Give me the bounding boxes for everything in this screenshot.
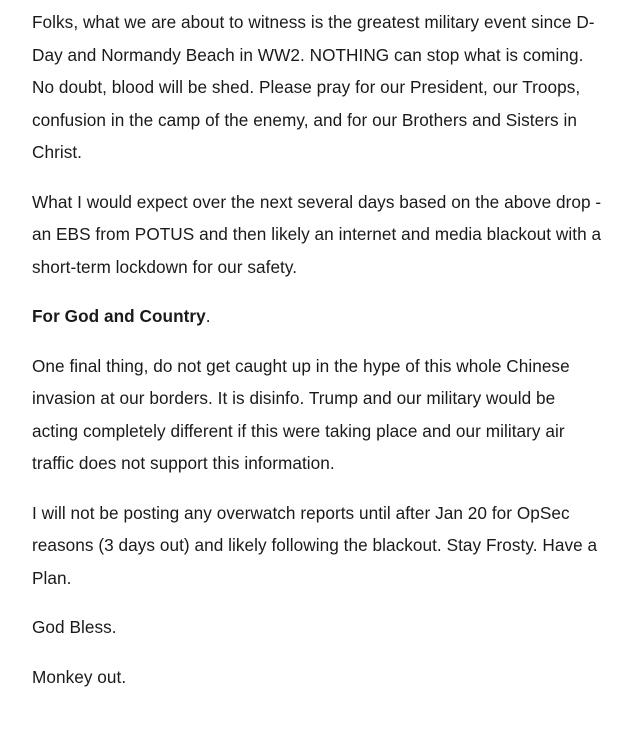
paragraph-signoff: Monkey out.: [32, 666, 127, 687]
bold-text: For God and Country: [32, 306, 206, 326]
paragraph-overwatch: I will not be posting any overwatch reports until after Jan 20 for OpSec reasons (3 days out) and likely following the blackout. Stay Frosty. Have a Plan.: [32, 502, 598, 588]
paragraph-witness: Folks, what we are about to witness is the greatest military event since D-Day and Normandy Beach in WW2. NOTHING can stop what is coming. No doubt, blood will be shed. Please pray for our President, our Troops, confusion in the camp of the enemy, and for our Brothers and Sisters in Christ.: [32, 12, 595, 162]
paragraph-final-thing: One final thing, do not get caught up in the hype of this whole Chinese invasion at our borders. It is disinfo. Trump and our military would be acting completely different if this were taking place and our military air traffic does not support this information.: [32, 355, 570, 473]
document-body: [32, 6, 602, 710]
paragraph-god-bless: God Bless.: [32, 617, 117, 637]
paragraph-expectation: What I would expect over the next several days based on the above drop - an EBS from POTUS and then likely an internet and media blackout with a short-term lockdown for our safety.: [32, 191, 602, 277]
bold-line-period: .: [205, 306, 211, 326]
paragraph-for-god-and-country: [32, 300, 602, 333]
